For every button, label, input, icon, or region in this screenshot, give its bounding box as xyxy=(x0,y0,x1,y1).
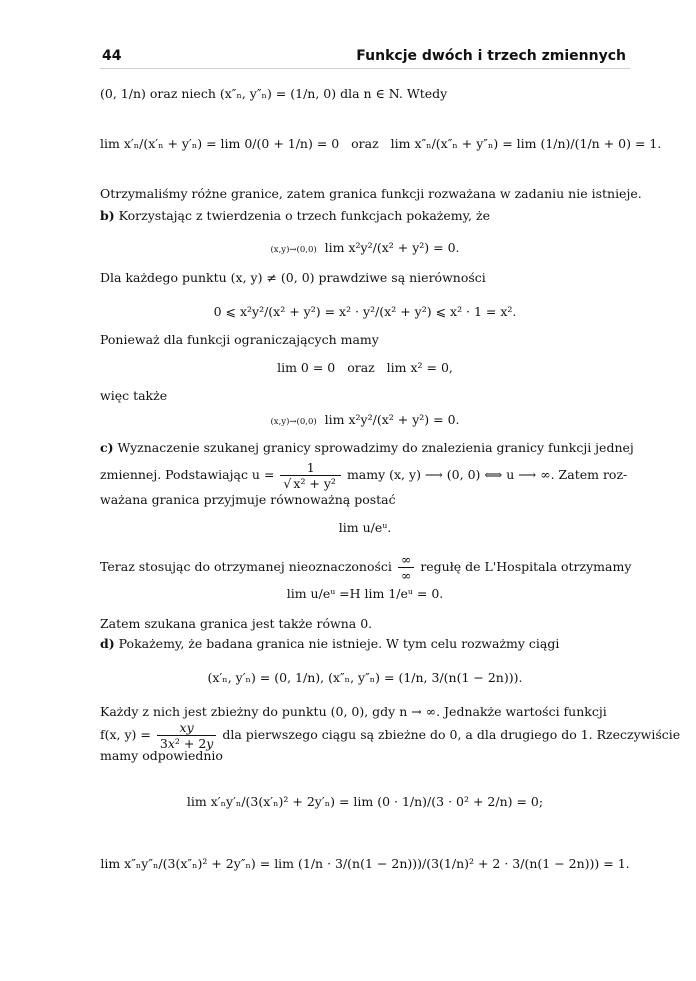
paragraph-hospital xyxy=(100,552,630,583)
eq-bounds-right: lim x² = 0, xyxy=(386,360,453,375)
eq-b-body: lim x²y²/(x² + y²) = 0. xyxy=(324,240,460,255)
eq-bounds-oraz: oraz xyxy=(347,360,375,375)
eq-b-repeat-body: lim x²y²/(x² + y²) = 0. xyxy=(324,412,460,427)
equation-limits-a xyxy=(100,136,662,152)
equation-final-2: lim x″ₙy″ₙ/(3(x″ₙ)² + 2y″ₙ) = lim (1/n · 3/(n(1 − 2n)))/(3(1/n)² + 2 · 3/(n(1 − 2n))) = 1. xyxy=(100,856,630,871)
c-line2a: zmiennej. Podstawiając u = xyxy=(100,467,275,482)
page-number: 44 xyxy=(102,48,122,64)
section-c-text: Wyznaczenie szukanej granicy sprowadzimy do znalezienia granicy funkcji jednej xyxy=(117,440,634,455)
section-b-text: Korzystając z twierdzenia o trzech funkcjach pokażemy, że xyxy=(118,208,490,223)
equation-sequences: (x′ₙ, y′ₙ) = (0, 1/n), (x″ₙ, y″ₙ) = (1/n, 3/(n(1 − 2n))). xyxy=(207,670,523,685)
eq-b-repeat-sub: (x,y)→(0,0) xyxy=(270,417,317,427)
section-d-text: Pokażemy, że badana granica nie istnieje. W tym celu rozważmy ciągi xyxy=(118,636,560,651)
section-c-label: c) xyxy=(100,440,114,455)
eq-a-lim2: lim x″ₙ/(x″ₙ + y″ₙ) = lim (1/n)/(1/n + 0) = 1. xyxy=(390,136,662,151)
intro-text-niech: oraz niech xyxy=(149,86,216,101)
intro-pt-first: (0, 1/n) xyxy=(100,86,146,101)
equation-b xyxy=(100,240,630,258)
hospital-text-a: Teraz stosując do otrzymanej nieoznaczoności xyxy=(100,559,392,574)
header-rule xyxy=(100,68,630,69)
eq-a-lim1: lim x′ₙ/(x′ₙ + y′ₙ) = lim 0/(0 + 1/n) = 0 xyxy=(100,136,340,151)
section-d-line3 xyxy=(100,720,681,751)
paragraph-conclusion-c: Zatem szukana granica jest także równa 0. xyxy=(100,616,373,631)
d-line3a: f(x, y) = xyxy=(100,727,151,742)
equation-hospital: lim u/eᵘ =H lim 1/eᵘ = 0. xyxy=(286,586,444,601)
equation-bounds xyxy=(100,360,630,376)
d-line3b: dla pierwszego ciągu są zbieżne do 0, a dla drugiego do 1. Rzeczywiście xyxy=(222,727,681,742)
hospital-text-b: regułę de L'Hospitala otrzymamy xyxy=(420,559,632,574)
indeterminate-form: $\frac{\infty}{\infty}$ xyxy=(398,552,414,583)
intro-pt-second: (x″ₙ, y″ₙ) = (1/n, 0) xyxy=(219,86,337,101)
paragraph-inequality-intro: Dla każdego punktu (x, y) ≠ (0, 0) prawdziwe są nierówności xyxy=(100,270,486,285)
equation-b-repeat xyxy=(100,412,630,430)
eq-b-sub: (x,y)→(0,0) xyxy=(270,245,317,255)
equation-u: lim u/eᵘ. xyxy=(338,520,392,535)
intro-text-dla: dla n ∈ N. Wtedy xyxy=(340,86,448,101)
eq-a-oraz: oraz xyxy=(351,136,379,151)
section-d-heading xyxy=(100,636,630,652)
function-fraction: $\frac{xy}{\text{3x² + 2y}}$ xyxy=(157,720,216,751)
section-c-line1 xyxy=(100,440,634,456)
equation-inequality: 0 ⩽ x²y²/(x² + y²) = x² · y²/(x² + y²) ⩽ x² · 1 = x². xyxy=(213,304,517,319)
paragraph-therefore: więc także xyxy=(100,388,168,403)
section-c-line3: ważana granica przyjmuje równoważną postać xyxy=(100,492,396,507)
section-d-label: d) xyxy=(100,636,115,651)
c-substitution-fraction: $\frac{1}{\text{√ x² + y²}}$ xyxy=(280,460,341,491)
intro-line xyxy=(100,86,630,102)
section-c-line2 xyxy=(100,460,630,491)
equation-final-1: lim x′ₙy′ₙ/(3(x′ₙ)² + 2y′ₙ) = lim (0 · 1/n)/(3 · 0² + 2/n) = 0; xyxy=(186,794,544,809)
paragraph-bounding: Ponieważ dla funkcji ograniczających mamy xyxy=(100,332,379,347)
section-d-line4: mamy odpowiednio xyxy=(100,748,223,763)
running-title: Funkcje dwóch i trzech zmiennych xyxy=(356,48,626,64)
paragraph-conclusion-a: Otrzymaliśmy różne granice, zatem granica funkcji rozważana w zadaniu nie istnieje. xyxy=(100,186,642,201)
eq-bounds-left: lim 0 = 0 xyxy=(277,360,336,375)
section-b-label: b) xyxy=(100,208,115,223)
section-b-heading xyxy=(100,208,630,224)
section-d-line2: Każdy z nich jest zbieżny do punktu (0, 0), gdy n → ∞. Jednakże wartości funkcji xyxy=(100,704,607,719)
c-line2b: mamy (x, y) ⟶ (0, 0) ⟺ u ⟶ ∞. Zatem roz- xyxy=(346,467,628,482)
